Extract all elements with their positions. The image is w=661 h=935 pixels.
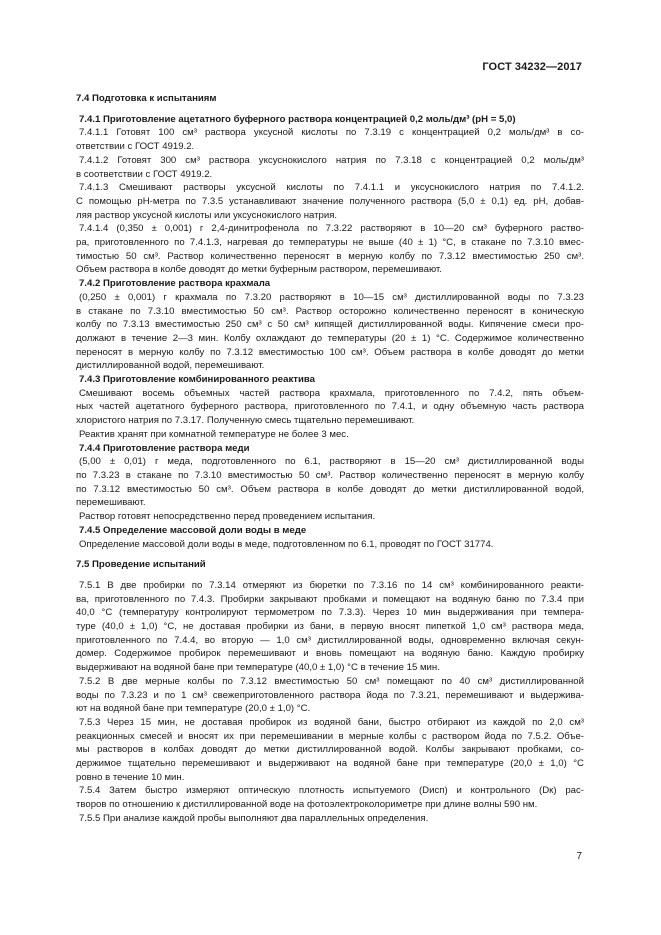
line: 7.5.5 При анализе каждой пробы выполняют два параллельных определения. [79, 812, 429, 824]
line: ра, приготовленного по 7.4.1.3, нагревая до температуры не выше (40 ± 1) °С, в стакане по 7.3.10 вмес- [76, 237, 584, 249]
section-heading-7-5: 7.5 Проведение испытаний [76, 559, 206, 571]
line: переносят в мерную колбу по 7.3.12 вместимостью 100 см³. Объем раствора в колбе доводят до метки [76, 346, 584, 358]
subsection-heading-7-4-5: 7.4.5 Определение массовой доли воды в меде [79, 524, 307, 536]
line: ответствии с ГОСТ 4919.2. [76, 141, 195, 153]
page-number: 7 [576, 851, 582, 862]
line: по 7.3.23 в стакане по 7.3.10 вместимостью 50 см³. Раствор количественно переносят в мерную колбу [76, 469, 584, 481]
line: ва, приготовленного по 7.4.3. Пробирки закрывают пробками и помещают на водяную баню по 7.3.4 при [76, 593, 584, 605]
line: 7.4.1.2 Готовят 300 см³ раствора уксуснокислого натрия по 7.3.18 с концентрацией 0,2 моль/дм³ [79, 154, 584, 166]
line: 7.5.3 Через 15 мин, не доставая пробирок из водяной бани, быстро отбирают из каждой по 2,0 см³ [79, 716, 584, 728]
line: ют на водяной бане при температуре (20,0 ± 1,0) °С. [76, 703, 311, 715]
line: туре (40,0 ± 1,0) °С, не доставая пробирки из бани, в первую вносят пипеткой 1,0 см³ раствора меда, [76, 621, 584, 633]
subsection-heading-7-4-1: 7.4.1 Приготовление ацетатного буферного раствора концентрацией 0,2 моль/дм³ (pH = 5,0) [79, 113, 516, 125]
line: (5,00 ± 0,01) г меда, подготовленного по 6.1, растворяют в 15—20 см³ дистиллированной воды [79, 456, 584, 468]
line: мы растворов в колбах доводят до метки дистиллированной водой. Колбы закрывают пробками, со- [76, 744, 584, 756]
standard-header: ГОСТ 34232—2017 [482, 61, 582, 73]
line: перемешивают. [76, 497, 146, 509]
line: ляя раствор уксусной кислоты или уксуснокислого натрия. [76, 209, 338, 221]
line: в стакане по 7.3.10 вместимостью 50 см³. Раствор осторожно количественно переносят в коническую [76, 305, 584, 317]
line: Раствор готовят непосредственно перед проведением испытания. [79, 511, 376, 523]
line: Смешивают восемь объемных частей раствора крахмала, приготовленного по 7.4.2, пять объем- [79, 387, 584, 399]
line: выдерживают на водяной бане при температуре (40,0 ± 1,0) °С в течение 15 мин. [76, 662, 440, 674]
subsection-heading-7-4-4: 7.4.4 Приготовление раствора меди [79, 442, 250, 454]
line: (0,250 ± 0,001) г крахмала по 7.3.20 растворяют в 10—15 см³ дистиллированной воды по 7.3.23 [79, 291, 584, 303]
line: 7.4.1.1 Готовят 100 см³ раствора уксусной кислоты по 7.3.19 с концентрацией 0,2 моль/дм³ в со- [79, 127, 584, 139]
line: реакционных смесей и вносят их при перемешивании в мерные колбы с раствором йода по 7.5.2. Объе- [76, 730, 584, 742]
line: 40,0 °С (температуру контролируют термометром по 7.3.3). Через 10 мин выдерживания при темпера- [76, 607, 584, 619]
line: творов по отношению к дистиллированной воде на фотоэлектроколориметре при длине волны 590 нм. [76, 799, 538, 811]
line: хлористого натрия по 7.3.17. Полученную смесь тщательно перемешивают. [76, 415, 415, 427]
line: 7.4.1.3 Смешивают растворы уксусной кислоты по 7.4.1.1 и уксуснокислого натрия по 7.4.1.2. [79, 182, 584, 194]
line: 7.4.1.4 (0,350 ± 0,001) г 2,4-динитрофенола по 7.3.22 растворяют в 10—20 см³ буферного раство- [79, 223, 584, 235]
line: держимое тщательно перемешивают и выдерживают на водяной бане при температуре (20,0 ± 1,0) °С [76, 758, 584, 770]
line: воды по 7.3.23 и по 1 см³ свежеприготовленного раствора йода по 7.3.21, перемешивают и выдержива- [76, 689, 584, 701]
line: Определение массовой доли воды в меде, подготовленном по 6.1, проводят по ГОСТ 31774. [79, 538, 494, 550]
subsection-heading-7-4-3: 7.4.3 Приготовление комбинированного реактива [79, 374, 315, 386]
line: по 7.3.12 вместимостью 50 см³. Объем раствора в колбе доводят до метки дистиллированной водой, [76, 483, 584, 495]
line: дистиллированной водой, перемешивают. [76, 360, 265, 372]
line: ных частей ацетатного буферного раствора, приготовленного по 7.4.1, и одну объемную часть раствора [76, 401, 584, 413]
line: Объем раствора в колбе доводят до метки буферным раствором, перемешивают. [76, 264, 442, 276]
document-body [76, 92, 584, 826]
line: в соответствии с ГОСТ 4919.2. [76, 168, 213, 180]
line: 7.5.1 В две пробирки по 7.3.14 отмеряют из бюретки по 7.3.16 по 14 см³ комбинированного реакти- [79, 579, 584, 591]
section-heading-7-4: 7.4 Подготовка к испытаниям [76, 93, 217, 104]
line: тимостью 50 см³. Раствор количественно переносят в мерную колбу по 7.3.12 вместимостью 250 см³. [76, 250, 584, 262]
line: Реактив хранят при комнатной температуре не более 3 мес. [79, 428, 349, 440]
line: домер. Содержимое пробирок перемешивают и вновь помещают на водяную баню. Каждую пробирку [76, 648, 584, 660]
line: 7.5.4 Затем быстро измеряют оптическую плотность испытуемого (Dисп) и контрольного (Dк) рас- [79, 785, 584, 797]
line: приготовленного по 7.4.4, во вторую — 1,0 см³ дистиллированной воды, одновременно включая секун- [76, 634, 584, 646]
line: С помощью pH-метра по 7.3.5 устанавливают значение полученного раствора (5,0 ± 0,1) ед. pH, добав- [76, 195, 584, 207]
subsection-heading-7-4-2: 7.4.2 Приготовление раствора крахмала [79, 278, 271, 290]
line: 7.5.2 В две мерные колбы по 7.3.12 вместимостью 50 см³ помещают по 40 см³ дистиллированной [79, 675, 584, 687]
line: должают в течение 2—3 мин. Колбу охлаждают до температуры (20 ± 1) °С. Содержимое количественно [76, 332, 584, 344]
line: колбу по 7.3.13 вместимостью 250 см³ с 50 см³ кипящей дистиллированной воды. Кипячение смеси про- [76, 319, 584, 331]
line: ровно в течение 10 мин. [76, 771, 185, 783]
